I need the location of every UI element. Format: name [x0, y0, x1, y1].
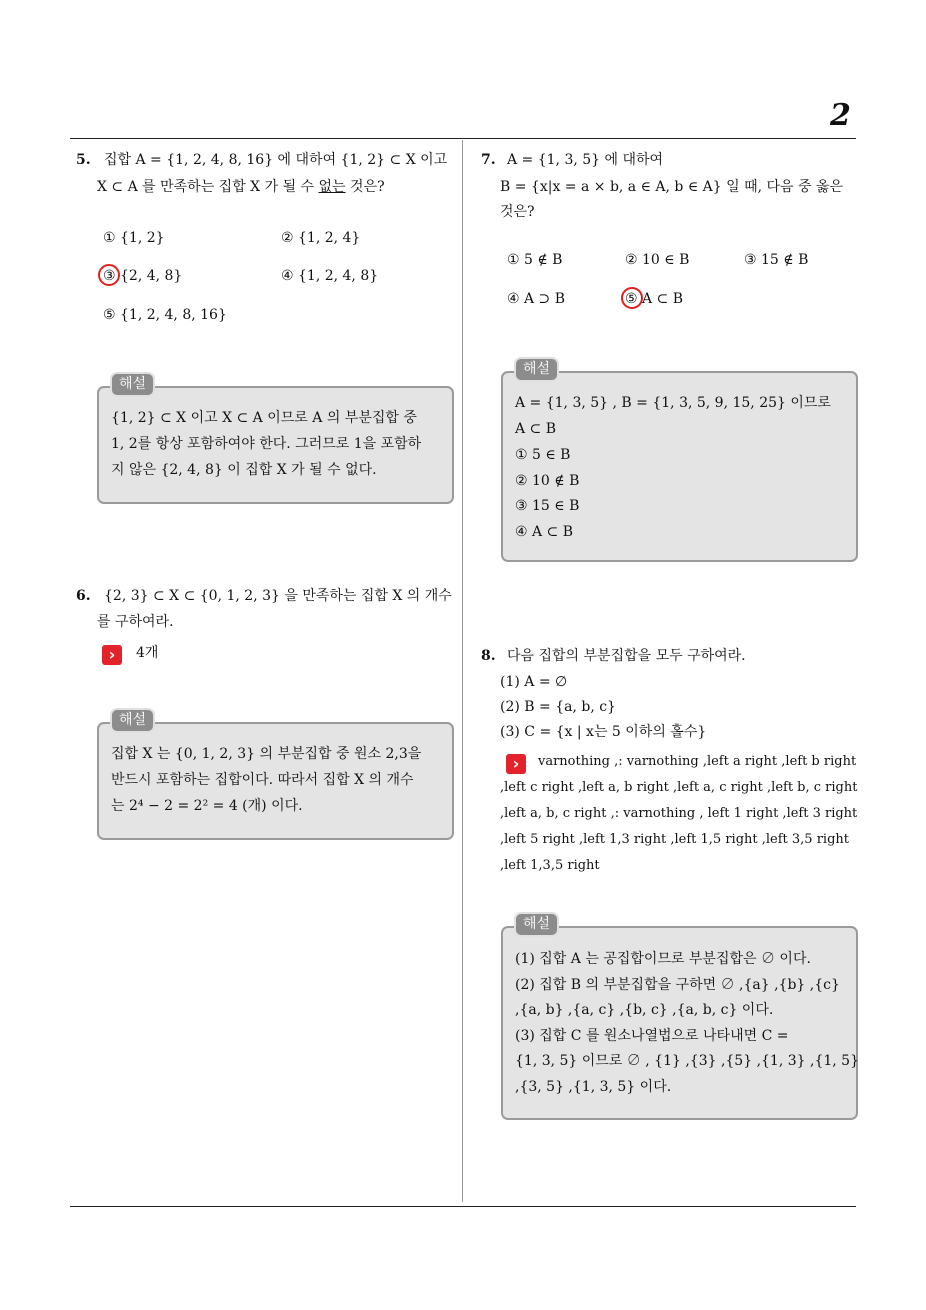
answer-line: ,left a, b, c right ,: varnothing , left 1 right ,left 3 right — [500, 806, 858, 821]
solution-line: {1, 2} ⊂ X 이고 X ⊂ A 이므로 A 의 부분집합 중 — [111, 410, 417, 426]
header-rule — [70, 138, 856, 139]
solution-line: ,{3, 5} ,{1, 3, 5} 이다. — [515, 1079, 672, 1095]
question-item: (2) B = {a, b, c} — [500, 699, 616, 715]
option-4[interactable]: ④ A ⊃ B — [507, 291, 566, 307]
answer-line: ,left c right ,left a, b right ,left a, c right ,left b, c right — [500, 780, 858, 795]
solution-line: 반드시 포함하는 집합이다. 따라서 집합 X 의 개수 — [111, 772, 414, 788]
solution-line: (1) 집합 A 는 공집합이므로 부분집합은 ∅ 이다. — [515, 951, 811, 967]
answer-text: 4개 — [136, 645, 159, 661]
option-2[interactable]: ② 10 ∈ B — [625, 252, 690, 268]
question-text-line1: 집합 A = {1, 2, 4, 8, 16} 에 대하여 {1, 2} ⊂ X 이고 — [104, 152, 448, 168]
solution-line: 1, 2를 항상 포함하여야 한다. 그러므로 1을 포함하 — [111, 436, 422, 452]
answer-line: ,left 1,3,5 right — [500, 858, 600, 873]
option-5[interactable]: ⑤ A ⊂ B — [625, 291, 684, 307]
question-text-line2: X ⊂ A 를 만족하는 집합 X 가 될 수 없는 것은? — [97, 179, 385, 195]
solution-line: 지 않은 {2, 4, 8} 이 집합 X 가 될 수 없다. — [111, 462, 377, 478]
option-5[interactable]: ⑤ {1, 2, 4, 8, 16} — [103, 307, 227, 323]
answer-arrow-icon: › — [102, 645, 122, 665]
option-2[interactable]: ② {1, 2, 4} — [281, 230, 361, 246]
solution-tag: 해설 — [110, 708, 155, 733]
option-1[interactable]: ① 5 ∉ B — [507, 252, 563, 268]
question-text-line3: 것은? — [500, 204, 535, 220]
solution-line: (2) 집합 B 의 부분집합을 구하면 ∅ ,{a} ,{b} ,{c} — [515, 977, 840, 993]
question-item: (3) C = {x | x는 5 이하의 홀수} — [500, 724, 707, 740]
solution-line: ,{a, b} ,{a, c} ,{b, c} ,{a, b, c} 이다. — [515, 1002, 774, 1018]
option-4[interactable]: ④ {1, 2, 4, 8} — [281, 268, 379, 284]
answer-arrow-icon: › — [506, 754, 526, 774]
option-3[interactable]: ③ 15 ∉ B — [744, 252, 809, 268]
solution-line: ④ A ⊂ B — [515, 524, 574, 540]
question-text-line1: {2, 3} ⊂ X ⊂ {0, 1, 2, 3} 을 만족하는 집합 X 의 개수 — [104, 588, 452, 604]
solution-tag: 해설 — [514, 357, 559, 382]
solution-line: (3) 집합 C 를 원소나열법으로 나타내면 C = — [515, 1028, 789, 1044]
solution-line: A ⊂ B — [515, 421, 557, 437]
question-text-line1: 다음 집합의 부분집합을 모두 구하여라. — [507, 648, 746, 664]
answer-circle-mark — [98, 264, 120, 286]
question-text-line1: A = {1, 3, 5} 에 대하여 — [507, 152, 664, 168]
solution-tag: 해설 — [110, 372, 155, 397]
question-number: 7. — [481, 152, 496, 168]
question-number: 8. — [481, 648, 496, 664]
question-item: (1) A = ∅ — [500, 674, 568, 690]
footer-rule — [70, 1206, 856, 1207]
solution-tag: 해설 — [514, 912, 559, 937]
question-number: 6. — [76, 588, 91, 604]
question-number: 5. — [76, 152, 91, 168]
option-3[interactable]: ③ {2, 4, 8} — [103, 268, 183, 284]
answer-circle-mark — [621, 287, 643, 309]
column-divider — [462, 140, 463, 1202]
solution-line: ② 10 ∉ B — [515, 473, 580, 489]
option-1[interactable]: ① {1, 2} — [103, 230, 165, 246]
question-text-line2: 를 구하여라. — [97, 614, 174, 630]
solution-line: A = {1, 3, 5} , B = {1, 3, 5, 9, 15, 25} 이므로 — [515, 395, 831, 411]
solution-line: {1, 3, 5} 이므로 ∅ , {1} ,{3} ,{5} ,{1, 3} ,{1, 5} — [515, 1053, 859, 1069]
answer-line: ,left 5 right ,left 1,3 right ,left 1,5 right ,left 3,5 right — [500, 832, 849, 847]
answer-line: varnothing ,: varnothing ,left a right ,left b right — [538, 754, 857, 769]
question-text-line2: B = {x|x = a × b, a ∈ A, b ∈ A} 일 때, 다음 중 옳은 — [500, 179, 844, 195]
solution-line: ① 5 ∈ B — [515, 447, 571, 463]
page-number: 2 — [830, 98, 851, 133]
solution-line: 집합 X 는 {0, 1, 2, 3} 의 부분집합 중 원소 2,3을 — [111, 746, 422, 762]
solution-line: 는 2⁴ − 2 = 2² = 4 (개) 이다. — [111, 798, 303, 814]
solution-line: ③ 15 ∈ B — [515, 498, 580, 514]
